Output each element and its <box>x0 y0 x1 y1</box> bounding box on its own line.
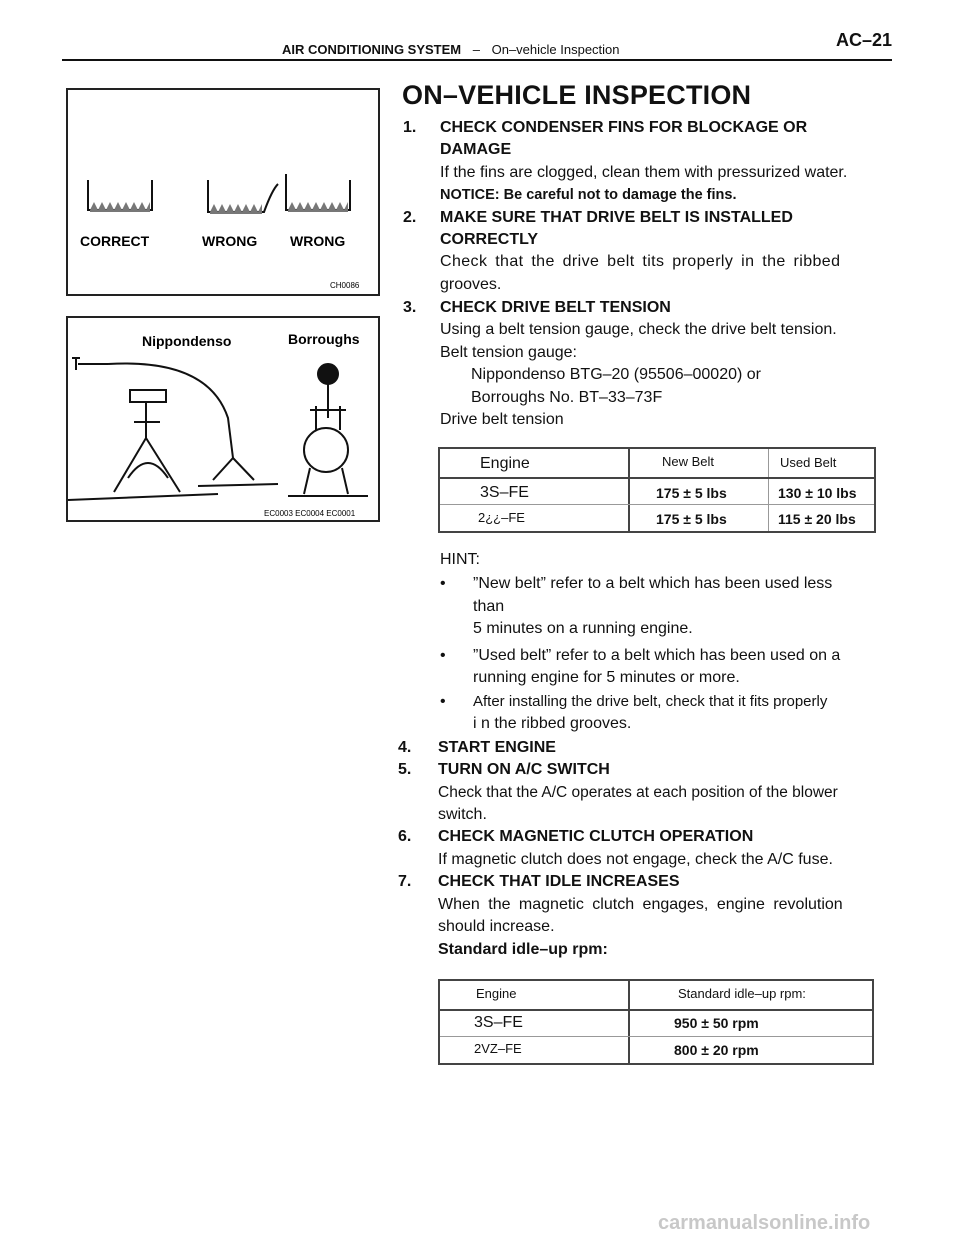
label-borroughs: Borroughs <box>288 331 360 347</box>
idle-row1-engine: 3S–FE <box>474 1014 523 1031</box>
step1-heading-a: CHECK CONDENSER FINS FOR BLOCKAGE OR <box>440 119 808 136</box>
step7-standard-label: Standard idle–up rpm: <box>438 941 608 958</box>
step3-heading: CHECK DRIVE BELT TENSION <box>440 299 671 316</box>
step3-number: 3. <box>403 299 417 316</box>
header-section <box>282 42 620 57</box>
step1-notice: NOTICE: Be careful not to damage the fins. <box>440 187 737 203</box>
hint1-line-c: 5 minutes on a running engine. <box>473 620 693 637</box>
belt-tension-table <box>438 447 876 533</box>
label-wrong-1: WRONG <box>202 233 258 249</box>
footer-watermark: carmanualsonline.info <box>658 1212 871 1234</box>
hint1-line-b: than <box>473 598 505 615</box>
belt-header-engine: Engine <box>480 455 530 472</box>
step2-number: 2. <box>403 209 417 226</box>
belt-header-used: Used Belt <box>780 455 837 470</box>
belt-row1-used: 130 ± 10 lbs <box>778 485 857 501</box>
idle-header-engine: Engine <box>476 986 517 1001</box>
label-wrong-2: WRONG <box>290 233 346 249</box>
idle-row2-rpm: 800 ± 20 rpm <box>674 1042 759 1058</box>
step7-body-a: When the magnetic clutch engages, engine revolution <box>438 896 843 913</box>
label-nippondenso: Nippondenso <box>142 333 232 349</box>
hint1-line-a: ”New belt” refer to a belt which has been used less <box>473 575 833 592</box>
gauge-borroughs: Borroughs No. BT–33–73F <box>471 389 663 406</box>
hint2-line-b: running engine for 5 minutes or more. <box>473 669 740 686</box>
belt-fit-figure <box>66 88 380 296</box>
step7-body-b: should increase. <box>438 918 555 935</box>
header-rule <box>62 59 892 61</box>
step1-body: If the fins are clogged, clean them with pressurized water. <box>440 164 848 181</box>
hint2-line-a: ”Used belt” refer to a belt which has been used on a <box>473 647 841 664</box>
step2-heading-a: MAKE SURE THAT DRIVE BELT IS INSTALLED <box>440 209 793 226</box>
idle-rpm-table <box>438 979 874 1065</box>
header-section-title: AIR CONDITIONING SYSTEM <box>282 42 462 57</box>
hint-label: HINT: <box>440 551 480 568</box>
step6-body: If magnetic clutch does not engage, check the A/C fuse. <box>438 851 833 868</box>
idle-row1-rpm: 950 ± 50 rpm <box>674 1015 759 1031</box>
page-code: AC–21 <box>836 30 893 50</box>
header-separator: – <box>472 42 480 57</box>
belt-row2-engine: 2¿¿–FE <box>478 510 525 525</box>
tension-gauge-figure <box>66 316 380 522</box>
step5-heading: TURN ON A/C SWITCH <box>438 761 610 778</box>
idle-header-rpm: Standard idle–up rpm: <box>678 986 806 1001</box>
belt-header-new: New Belt <box>662 454 715 469</box>
gauge-label: Belt tension gauge: <box>440 344 577 361</box>
gauge-nippondenso: Nippondenso BTG–20 (95506–00020) or <box>471 366 761 383</box>
tension-gauge-illustration <box>68 318 378 520</box>
page-title: ON–VEHICLE INSPECTION <box>402 80 752 110</box>
step1-number: 1. <box>403 119 417 136</box>
step5-body-a: Check that the A/C operates at each position of the blower <box>438 784 838 801</box>
step2-body-b: grooves. <box>440 276 502 293</box>
hint2-bullet: • <box>440 647 446 664</box>
figure2-code: EC0003 EC0004 EC0001 <box>264 509 356 518</box>
step4-number: 4. <box>398 739 412 756</box>
step2-heading-b: CORRECTLY <box>440 231 539 248</box>
step6-heading: CHECK MAGNETIC CLUTCH OPERATION <box>438 828 754 845</box>
label-correct: CORRECT <box>80 233 150 249</box>
step3-body: Using a belt tension gauge, check the drive belt tension. <box>440 321 837 338</box>
belt-row2-new: 175 ± 5 lbs <box>656 511 727 527</box>
figure1-code: CH0086 <box>330 281 360 290</box>
hint3-bullet: • <box>440 693 446 710</box>
belt-row2-used: 115 ± 20 lbs <box>778 511 856 527</box>
header-subsection: On–vehicle Inspection <box>491 42 620 57</box>
tension-label: Drive belt tension <box>440 411 564 428</box>
step5-number: 5. <box>398 761 412 778</box>
belt-fit-illustration <box>68 90 378 294</box>
step6-number: 6. <box>398 828 412 845</box>
idle-row2-engine: 2VZ–FE <box>474 1041 522 1056</box>
hint3-line-b: i n the ribbed grooves. <box>473 715 632 732</box>
step4-heading: START ENGINE <box>438 739 556 756</box>
hint1-bullet: • <box>440 575 446 592</box>
step5-body-b: switch. <box>438 806 487 823</box>
belt-row1-new: 175 ± 5 lbs <box>656 485 727 501</box>
step1-heading-b: DAMAGE <box>440 141 512 158</box>
step2-body-a: Check that the drive belt tits properly in the ribbed <box>440 253 841 270</box>
step7-number: 7. <box>398 873 412 890</box>
hint3-line-a: After installing the drive belt, check that it fits properly <box>473 693 828 710</box>
belt-row1-engine: 3S–FE <box>480 484 529 501</box>
step7-heading: CHECK THAT IDLE INCREASES <box>438 873 680 890</box>
